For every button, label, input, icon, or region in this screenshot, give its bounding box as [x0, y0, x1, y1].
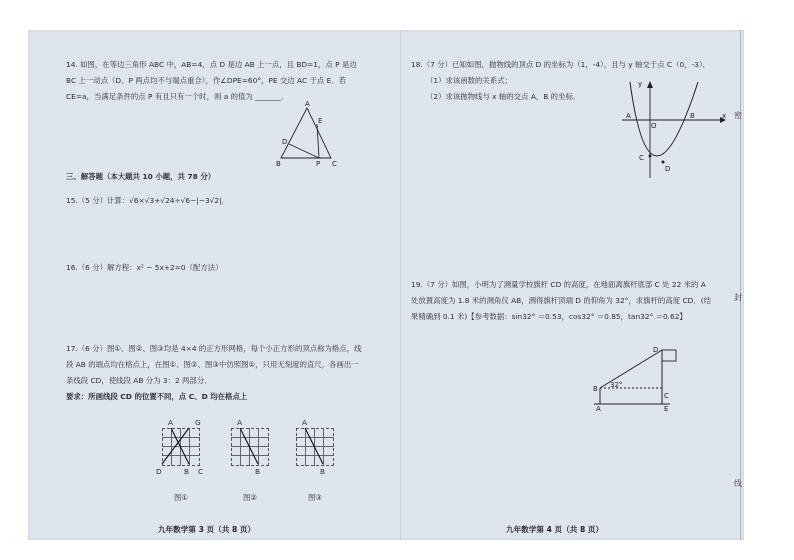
page-4-footer: 九年数学第 4 页（共 8 页）	[506, 525, 604, 534]
q19-label-B: B	[593, 385, 598, 393]
grid-3-lines	[296, 428, 334, 466]
q18-label-C: C	[639, 154, 644, 162]
grid1-label-B: B	[184, 467, 190, 476]
seal-line	[740, 30, 741, 540]
grid3-label-B: B	[320, 467, 326, 476]
q19-label-E: E	[664, 405, 669, 413]
q16-text: 16.（6 分）解方程：x² − 5x+2=0（配方法）	[66, 263, 223, 272]
q19-flagpole-figure	[590, 346, 700, 413]
exam-sheet	[28, 30, 744, 540]
q14-label-C: C	[332, 160, 337, 168]
q14-label-E: E	[318, 117, 323, 125]
grid1-label-C: C	[198, 467, 204, 476]
q18-label-D: D	[665, 165, 671, 173]
q18-label-A: A	[626, 112, 631, 120]
q19-label-angle: 32°	[610, 381, 623, 389]
q17-line1: 17.（6 分）图①、图②、图③均是 4×4 的正方形网格，每个小正方形的顶点称为格点，线	[66, 344, 362, 353]
q19-label-C: C	[664, 392, 669, 400]
grid3-caption: 图③	[308, 493, 323, 502]
page-3-footer: 九年数学第 3 页（共 8 页）	[158, 525, 256, 534]
q18-line2: （1）求该函数的关系式；	[426, 76, 513, 85]
grid2-label-B: B	[255, 467, 261, 476]
seal-mark-3: 线	[734, 479, 742, 488]
q18-parabola-figure	[620, 80, 730, 180]
section-3-title: 三、解答题（本大题共 10 小题，共 78 分）	[66, 172, 216, 181]
grid1-label-D: D	[156, 467, 162, 476]
q14-label-B: B	[276, 160, 281, 168]
q18-label-O: O	[651, 122, 657, 130]
grid2-caption: 图②	[243, 493, 258, 502]
q14-line1: 14. 如图，在等边三角形 ABC 中，AB=4，点 D 是边 AB 上一点，且 BD=1，点 P 是边	[66, 60, 357, 69]
grid2-label-A: A	[237, 418, 243, 427]
q18-line1: 18.（7 分）已知如图，抛物线的顶点 D 的坐标为（1，-4），且与 y 轴交于点 C（0，-3）．	[411, 60, 711, 69]
q17-line2: 段 AB 的端点均在格点上，在图①、图②、图③中仿照图①，只用无刻度的直尺，各画出一	[66, 360, 359, 369]
q19-label-D: D	[653, 346, 659, 354]
q17-line4: 要求：所画线段 CD 的位置不同，点 C、D 均在格点上	[66, 392, 248, 401]
q14-label-D: D	[282, 138, 288, 146]
grid1-label-G: G	[195, 418, 201, 427]
q19-line1: 19.（7 分）如图，小明为了测量学校旗杆 CD 的高度，在地面离旗杆底部 C 处 22 米的 A	[411, 280, 706, 289]
q19-label-A: A	[596, 405, 601, 413]
q18-line3: （2）求该抛物线与 x 轴的交点 A，B 的坐标．	[426, 92, 581, 101]
grid1-label-A: A	[168, 418, 174, 427]
page-fold	[400, 30, 401, 540]
seal-mark-2: 封	[734, 293, 742, 302]
q17-line3: 条线段 CD，使线段 AB 分为 3：2 两部分．	[66, 376, 212, 385]
q19-line2: 处放置高度为 1.8 米的测角仪 AB，测得旗杆顶端 D 的仰角为 32°，求旗杆的高度 CD．(结	[411, 296, 711, 305]
q18-label-y: y	[638, 80, 643, 88]
q14-line3: CE=a，当满足条件的点 P 有且只有一个时，则 a 的值为 _______．	[66, 92, 289, 101]
q18-label-B: B	[690, 112, 695, 120]
q19-line3: 果精确到 0.1 米)【参考数据：sin32° ＝0.53，cos32° ＝0.85，tan32° ＝0.62】	[411, 312, 687, 321]
grid1-caption: 图①	[174, 493, 189, 502]
q14-line2: BC 上一动点（D、P 两点均不与端点重合），作∠DPE=60°，PE 交边 AC 于点 E．若	[66, 76, 347, 85]
grid-1-lines	[162, 428, 200, 466]
q14-label-A: A	[305, 100, 310, 108]
grid-2-lines	[231, 428, 269, 466]
q14-label-P: P	[316, 160, 321, 168]
grid3-label-A: A	[302, 418, 308, 427]
q14-triangle-figure	[273, 102, 353, 168]
seal-mark-1: 密	[734, 111, 742, 120]
q15-text: 15.（5 分）计算：√6×√3+√24÷√6−|−3√2|．	[66, 196, 229, 205]
q18-label-x: x	[722, 112, 727, 120]
